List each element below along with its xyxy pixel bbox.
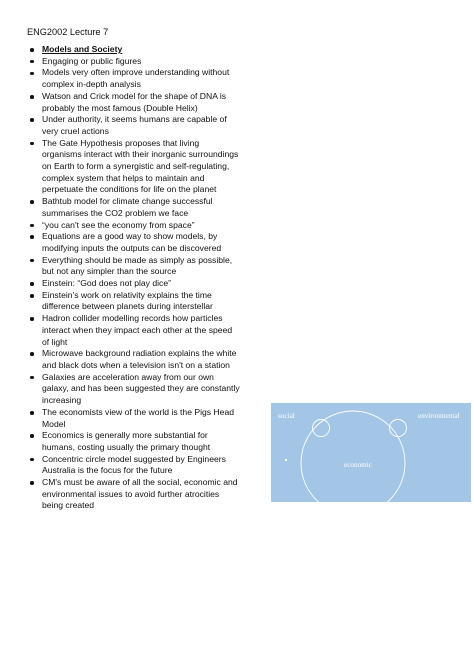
small-dot-marker — [285, 459, 287, 461]
list-item: Bathtub model for climate change successful summarises the CO2 problem we face — [30, 196, 240, 219]
list-item: Everything should be made as simply as possible, but not any simpler than the source — [30, 255, 240, 278]
environmental-label: environmental — [418, 412, 460, 420]
list-item: Einstein's work on relativity explains the time difference between planets during interstellar — [30, 290, 240, 313]
list-item: Concentric circle model suggested by Engineers Australia is the focus for the future — [30, 454, 240, 477]
list-item: “you can't see the economy from space” — [30, 220, 240, 232]
section-heading: Models and Society — [30, 44, 240, 56]
list-item: Engaging or public figures — [30, 56, 240, 68]
list-item: Galaxies are acceleration away from our own galaxy, and has been suggested they are constantly increasing — [30, 372, 240, 407]
list-item: Equations are a good way to show models, by modifying inputs the outputs can be discovered — [30, 231, 240, 254]
concentric-circle-diagram — [271, 403, 471, 502]
list-item: CM's must be aware of all the social, economic and environmental issues to avoid further atrocities being created — [30, 477, 240, 512]
list-item: Einstein: “God does not play dice” — [30, 278, 240, 290]
social-label: social — [278, 412, 295, 420]
list-item: Models very often improve understanding without complex in-depth analysis — [30, 67, 240, 90]
list-item: Hadron collider modelling records how particles interact when they impact each other at the speed of light — [30, 313, 240, 348]
list-item: Microwave background radiation explains the white and black dots when a television isn't on a station — [30, 348, 240, 371]
page-title: ENG2002 Lecture 7 — [27, 27, 109, 37]
list-item: Under authority, it seems humans are capable of very cruel actions — [30, 114, 240, 137]
list-item: The economists view of the world is the Pigs Head Model — [30, 407, 240, 430]
list-item: Economics is generally more substantial for humans, costing usually the primary thought — [30, 430, 240, 453]
list-item: Watson and Crick model for the shape of DNA is probably the most famous (Double Helix) — [30, 91, 240, 114]
notes-list — [30, 44, 240, 512]
list-item: The Gate Hypothesis proposes that living organisms interact with their inorganic surroundings on Earth to form a synergistic and self-regulating, complex system that helps to maintain and perpetuate the conditions for life on the planet — [30, 138, 240, 197]
economic-label: economic — [344, 461, 372, 469]
